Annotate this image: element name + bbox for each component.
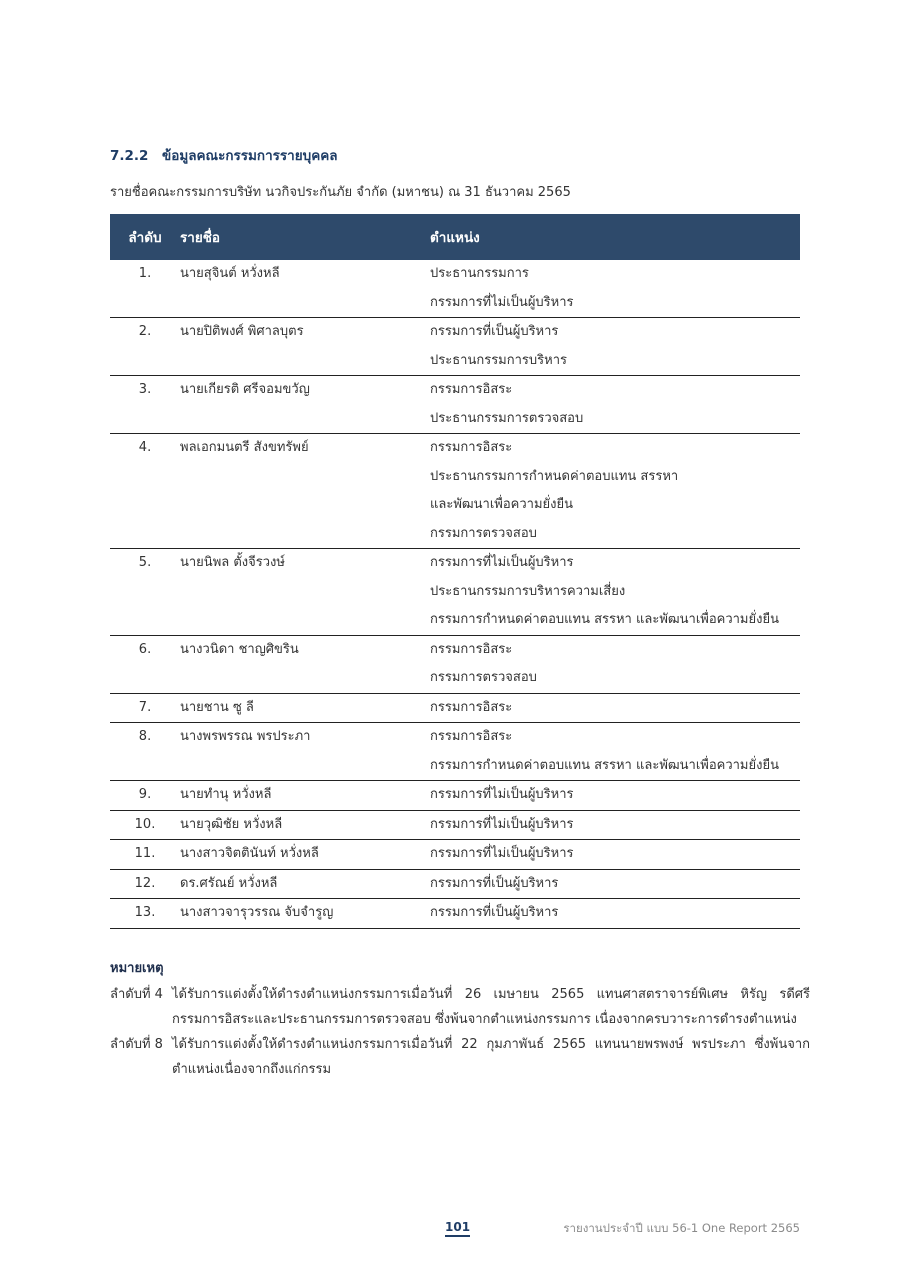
row-number	[110, 693, 180, 723]
member-positions	[430, 899, 800, 929]
row-number	[110, 260, 180, 318]
position-line: กรรมการที่ไม่เป็นผู้บริหาร	[430, 294, 574, 310]
header-name: รายชื่อ	[180, 214, 430, 260]
row-number	[110, 635, 180, 693]
section-number: 7.2.2	[110, 148, 149, 164]
board-members-table	[110, 214, 800, 929]
table-row	[110, 260, 800, 318]
member-name-text: นางพรพรรณ พรประภา	[180, 729, 311, 744]
member-positions	[430, 869, 800, 899]
table-caption: รายชื่อคณะกรรมการบริษัท นวกิจประกันภัย จำกัด (มหาชน) ณ 31 ธันวาคม 2565	[110, 185, 571, 200]
note-label: ลำดับที่ 4	[110, 987, 163, 1002]
member-positions	[430, 810, 800, 840]
position-line: กรรมการอิสระ	[430, 699, 513, 715]
position-line: กรรมการกำหนดค่าตอบแทน สรรหา และพัฒนาเพื่อความยั่งยืน	[430, 612, 779, 627]
position-line: กรรมการที่ไม่เป็นผู้บริหาร	[430, 787, 574, 802]
position-line: กรรมการอิสระ	[430, 641, 513, 657]
table-row	[110, 693, 800, 723]
row-number-text: 7.	[138, 699, 152, 715]
note-text: ได้รับการแต่งตั้งให้ดำรงตำแหน่งกรรมการเมื่อวันที่ 26 เมษายน 2565 แทนศาสตราจารย์พิเศษ หิรัญ รดีศรี กรรมการอิสระและประธานกรรมการตรวจสอบ ซึ่งพ้นจากตำแหน่งกรรมการ เนื่องจากครบวาระการดำรงตำแหน่ง	[172, 987, 810, 1027]
member-name-text: นายนิพล ตั้งจีรวงษ์	[180, 555, 285, 570]
position-line: กรรมการอิสระ	[430, 440, 513, 455]
member-positions	[430, 318, 800, 376]
note-text: ได้รับการแต่งตั้งให้ดำรงตำแหน่งกรรมการเมื่อวันที่ 22 กุมภาพันธ์ 2565 แทนนายพรพงษ์ พรประภา ซึ่งพ้นจากตำแหน่งเนื่องจากถึงแก่กรรม	[172, 1037, 810, 1077]
position-line: กรรมการที่ไม่เป็นผู้บริหาร	[430, 816, 574, 832]
member-positions	[430, 723, 800, 781]
header-number: ลำดับ	[110, 214, 180, 260]
member-name-text: นายเกียรติ ศรีจอมขวัญ	[180, 382, 310, 397]
row-number-text: 5.	[138, 555, 152, 570]
member-name	[180, 376, 430, 434]
position-line: ประธานกรรมการบริหารความเสี่ยง	[430, 583, 626, 599]
position-line: กรรมการกำหนดค่าตอบแทน สรรหา และพัฒนาเพื่อความยั่งยืน	[430, 757, 779, 773]
report-title: รายงานประจำปี แบบ 56-1 One Report 2565	[563, 1221, 800, 1235]
member-name-text: นายทำนุ หวั่งหลี	[180, 787, 272, 802]
member-name-text: นายปิติพงศ์ พิศาลบุตร	[180, 324, 304, 339]
note-label: ลำดับที่ 8	[110, 1037, 163, 1052]
member-name-text: นายสุจินต์ หวั่งหลี	[180, 266, 280, 281]
member-name	[180, 549, 430, 636]
row-number-text: 2.	[138, 324, 152, 339]
member-name	[180, 260, 430, 318]
row-number	[110, 869, 180, 899]
member-positions	[430, 434, 800, 549]
row-number	[110, 376, 180, 434]
row-number-text: 11.	[134, 846, 156, 861]
position-line: กรรมการที่เป็นผู้บริหาร	[430, 324, 559, 339]
header-position: ตำแหน่ง	[430, 214, 800, 260]
position-line: ประธานกรรมการ	[430, 266, 529, 281]
table-row	[110, 840, 800, 870]
member-name-text: นางสาวจิตตินันท์ หวั่งหลี	[180, 846, 319, 861]
row-number	[110, 781, 180, 811]
member-name	[180, 840, 430, 870]
position-line: ประธานกรรมการบริหาร	[430, 352, 567, 368]
member-positions	[430, 260, 800, 318]
row-number-text: 4.	[138, 440, 152, 455]
row-number	[110, 723, 180, 781]
member-positions	[430, 840, 800, 870]
row-number-text: 10.	[134, 816, 156, 832]
section-title: ข้อมูลคณะกรรมการรายบุคคล	[162, 148, 338, 164]
table-row	[110, 635, 800, 693]
position-line: กรรมการอิสระ	[430, 729, 513, 744]
notes-section	[110, 957, 810, 1082]
row-number-text: 12.	[134, 875, 156, 891]
note-item	[110, 982, 810, 1032]
member-name-text: นางวนิดา ชาญศิขริน	[180, 641, 299, 657]
notes-heading: หมายเหตุ	[110, 961, 164, 976]
position-line: กรรมการที่ไม่เป็นผู้บริหาร	[430, 846, 574, 861]
position-line: กรรมการที่เป็นผู้บริหาร	[430, 905, 559, 920]
member-positions	[430, 693, 800, 723]
member-name	[180, 434, 430, 549]
table-row	[110, 376, 800, 434]
position-line: ประธานกรรมการตรวจสอบ	[430, 410, 584, 426]
member-name	[180, 723, 430, 781]
member-name	[180, 635, 430, 693]
row-number-text: 13.	[134, 905, 156, 920]
position-line: และพัฒนาเพื่อความยั่งยืน	[430, 497, 573, 512]
row-number	[110, 434, 180, 549]
row-number-text: 9.	[138, 787, 152, 802]
note-item	[110, 1032, 810, 1082]
position-line: กรรมการที่เป็นผู้บริหาร	[430, 875, 559, 891]
table-header-row	[110, 214, 800, 260]
member-positions	[430, 376, 800, 434]
table-row	[110, 723, 800, 781]
member-name-text: พลเอกมนตรี สังขทรัพย์	[180, 440, 309, 455]
table-row	[110, 549, 800, 636]
member-name-text: นางสาวจารุวรรณ จับจำรูญ	[180, 905, 334, 920]
member-name	[180, 899, 430, 929]
member-name-text: นายชาน ซู ลี	[180, 699, 254, 715]
section-heading	[110, 144, 338, 166]
member-name	[180, 810, 430, 840]
table-row	[110, 318, 800, 376]
row-number-text: 1.	[138, 266, 152, 281]
table-row	[110, 899, 800, 929]
row-number-text: 6.	[138, 641, 152, 657]
row-number	[110, 810, 180, 840]
table-row	[110, 781, 800, 811]
row-number	[110, 549, 180, 636]
position-line: ประธานกรรมการกำหนดค่าตอบแทน สรรหา	[430, 468, 679, 484]
position-line: กรรมการตรวจสอบ	[430, 525, 537, 541]
member-positions	[430, 781, 800, 811]
member-positions	[430, 635, 800, 693]
table-row	[110, 869, 800, 899]
member-positions	[430, 549, 800, 636]
position-line: กรรมการตรวจสอบ	[430, 670, 537, 685]
member-name	[180, 318, 430, 376]
member-name	[180, 781, 430, 811]
table-row	[110, 434, 800, 549]
page-number: 101	[445, 1220, 470, 1237]
row-number	[110, 318, 180, 376]
member-name-text: ดร.ศรัณย์ หวั่งหลี	[180, 875, 278, 891]
member-name	[180, 693, 430, 723]
table-row	[110, 810, 800, 840]
position-line: กรรมการอิสระ	[430, 382, 513, 397]
member-name-text: นายวุฒิชัย หวั่งหลี	[180, 816, 283, 832]
member-name	[180, 869, 430, 899]
position-line: กรรมการที่ไม่เป็นผู้บริหาร	[430, 555, 574, 570]
row-number-text: 3.	[138, 382, 152, 397]
row-number-text: 8.	[138, 729, 152, 744]
row-number	[110, 899, 180, 929]
row-number	[110, 840, 180, 870]
